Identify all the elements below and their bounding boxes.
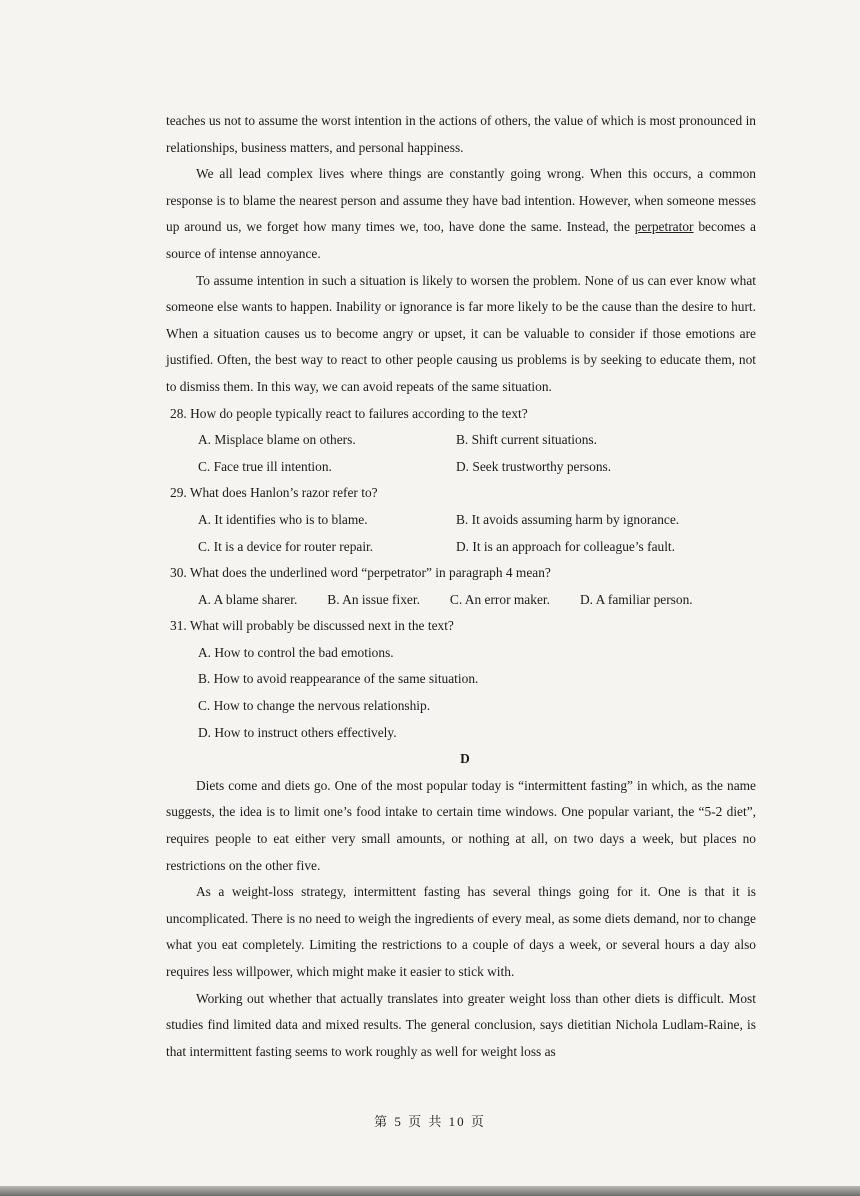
option-a: A. A blame sharer. <box>198 591 298 607</box>
option-c: C. It is a device for router repair. <box>198 538 374 554</box>
question-30 <box>166 560 756 613</box>
option-c: C. An error maker. <box>449 591 550 607</box>
page-number-footer: 第 5 页 共 10 页 <box>374 1114 486 1129</box>
option-b: B. Shift current situations. <box>456 432 597 448</box>
option-b: B. An issue fixer. <box>327 591 420 607</box>
paragraph-3 <box>166 161 756 267</box>
section-d-title: D <box>460 751 470 767</box>
options-row <box>166 454 756 481</box>
options-row <box>166 587 756 614</box>
paragraph-3-end: becomes a source of intense annoyance. <box>166 219 756 261</box>
option-d: D. It is an approach for colleague’s fault. <box>456 538 676 554</box>
option-a: A. How to control the bad emotions. <box>198 644 394 660</box>
option-a: A. Misplace blame on others. <box>198 432 356 448</box>
question-31-stem: 31. What will probably be discussed next in the text? <box>170 618 454 634</box>
page-content <box>166 108 756 1065</box>
paragraph-continued: teaches us not to assume the worst intention in the actions of others, the value of which is most pronounced in relationships, business matters, and personal happiness. <box>166 113 756 155</box>
option-b: B. How to avoid reappearance of the same situation. <box>198 671 479 687</box>
section-d-paragraph-1: Diets come and diets go. One of the most popular today is “intermittent fasting” in which, as the name suggests, the idea is to limit one’s food intake to certain time windows. One popular variant, the “5-2 diet”, requires people to eat either very small amounts, or nothing at all, on two days a week, but places no restrictions on the other five. <box>166 777 756 873</box>
paragraph-4: To assume intention in such a situation is likely to worsen the problem. None of us can ever know what someone else wants to happen. Inability or ignorance is far more likely to be the cause than the desire to hurt. When a situation causes us to become angry or upset, it can be valuable to consider if those emotions are justified. Often, the best way to react to other people causing us problems is by seeking to educate them, not to dismiss them. In this way, we can avoid repeats of the same situation. <box>166 272 756 394</box>
question-29-stem: 29. What does Hanlon’s razor refer to? <box>170 485 378 501</box>
option-a: A. It identifies who is to blame. <box>198 511 368 527</box>
section-d-paragraph-3: Working out whether that actually translates into greater weight loss than other diets is difficult. Most studies find limited data and mixed results. The general conclusion, says dietitian Nichola Ludlam-Raine, is that intermittent fasting seems to work roughly as well for weight loss as <box>166 990 756 1059</box>
option-d: D. A familiar person. <box>579 591 693 607</box>
question-30-stem: 30. What does the underlined word “perpetrator” in paragraph 4 mean? <box>170 565 551 581</box>
option-c: C. Face true ill intention. <box>198 458 332 474</box>
question-28-stem: 28. How do people typically react to failures according to the text? <box>170 405 528 421</box>
option-c: C. How to change the nervous relationship. <box>198 698 431 714</box>
options-row <box>166 534 756 561</box>
scan-edge <box>0 1186 860 1196</box>
underlined-word-perpetrator: perpetrator <box>634 219 694 235</box>
options-row <box>166 427 756 454</box>
question-29 <box>166 480 756 560</box>
options-row <box>166 507 756 534</box>
question-31 <box>166 613 756 746</box>
paragraph-3-text: We all lead complex lives where things are constantly going wrong. When this occurs, a common response is to blame the nearest person and assume they have bad intention. However, when someone messes up around us, we forget how many times we, too, have done the same. Instead, the <box>166 166 756 235</box>
section-d-paragraph-2: As a weight-loss strategy, intermittent fasting has several things going for it. One is that it is uncomplicated. There is no need to weigh the ingredients of every meal, as some diets demand, nor to change what you eat completely. Limiting the restrictions to a couple of days a week, or several hours a day also requires less willpower, which might make it easier to stick with. <box>166 884 756 979</box>
option-d: D. Seek trustworthy persons. <box>456 458 612 474</box>
question-28 <box>166 401 756 481</box>
option-b: B. It avoids assuming harm by ignorance. <box>456 511 680 527</box>
option-d: D. How to instruct others effectively. <box>198 724 397 740</box>
